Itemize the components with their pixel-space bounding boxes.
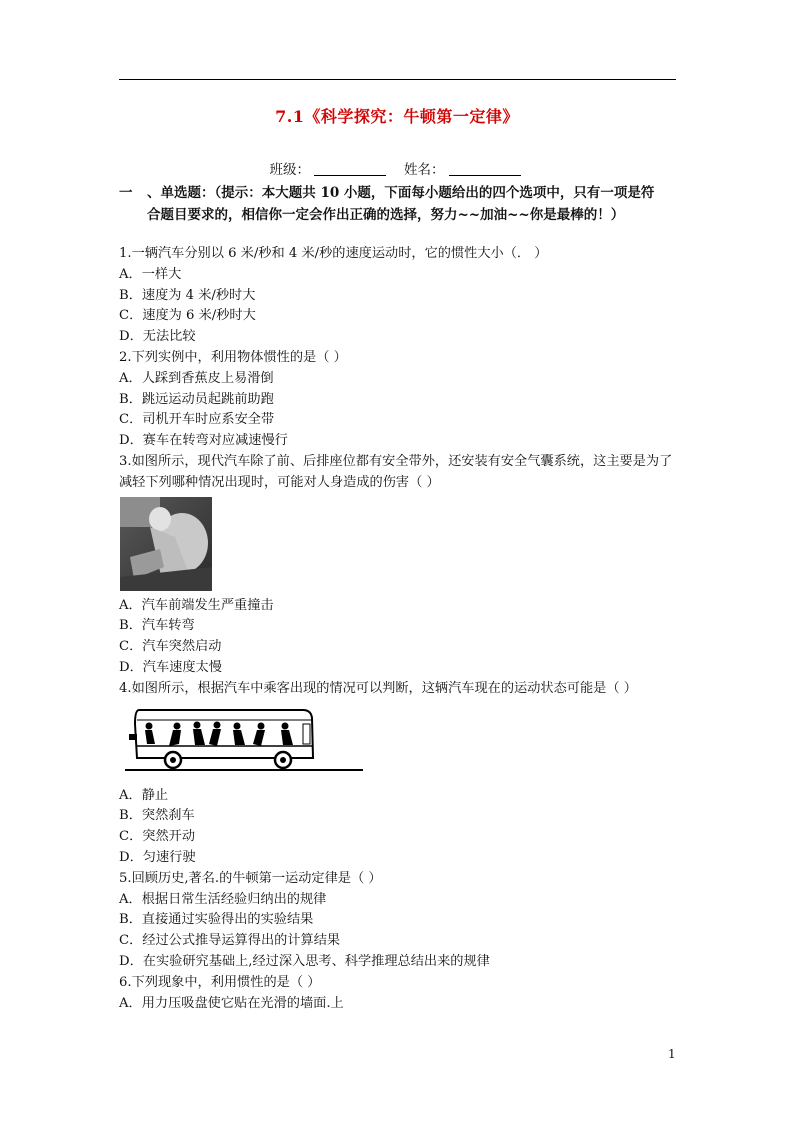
- question-6-option-a: A．用力压吸盘使它贴在光滑的墙面.上: [119, 995, 344, 1011]
- name-label: 姓名：: [404, 162, 445, 178]
- question-5-option-c: C．经过公式推导运算得出的计算结果: [119, 933, 341, 949]
- question-2-stem: 2.下列实例中，利用物体惯性的是（ ）: [119, 349, 347, 365]
- question-3-option-b: B．汽车转弯: [119, 618, 195, 634]
- question-1-option-d: D．无法比较: [119, 329, 196, 345]
- question-1-option-c: C．速度为 6 米/秒时大: [119, 308, 256, 324]
- question-3-option-a: A．汽车前端发生严重撞击: [119, 597, 274, 613]
- question-5-option-b: B．直接通过实验得出的实验结果: [119, 912, 314, 928]
- question-list: [119, 244, 681, 1014]
- question-3-option-c: C．汽车突然启动: [119, 639, 222, 655]
- question-2-option-a: A．人踩到香蕉皮上易滑倒: [119, 370, 274, 386]
- question-4-stem: 4.如图所示，根据汽车中乘客出现的情况可以判断，这辆汽车现在的运动状态可能是（ ）: [119, 680, 637, 696]
- class-label: 班级：: [269, 162, 310, 178]
- question-5-stem: 5.回顾历史,著名.的牛顿第一运动定律是（ ）: [119, 870, 382, 886]
- question-2-option-c: C．司机开车时应系安全带: [119, 412, 275, 428]
- question-2-option-d: D．赛车在转弯对应减速慢行: [119, 433, 288, 449]
- class-blank[interactable]: [314, 161, 386, 176]
- section-number: 一: [119, 185, 133, 201]
- page-title: 7.1《科学探究：牛顿第一定律》: [275, 107, 519, 126]
- question-4-option-b: B．突然刹车: [119, 808, 195, 824]
- question-3-option-d: D．汽车速度太慢: [119, 659, 222, 675]
- airbag-photo: [120, 497, 212, 591]
- question-1-option-b: B．速度为 4 米/秒时大: [119, 287, 256, 303]
- bus-passengers-figure: [125, 706, 365, 776]
- question-1-option-a: A．一样大: [119, 266, 182, 282]
- question-6-stem: 6.下列现象中，利用惯性的是（ ）: [119, 974, 321, 990]
- section-instructions-line1: 、单选题：（提示：本大题共 10 小题，下面每小题给出的四个选项中，只有一项是符: [147, 185, 655, 201]
- question-3-stem: 3.如图所示，现代汽车除了前、后排座位都有安全带外，还安装有安全气囊系统，这主要是为了减轻下列哪种情况出现时，可能对人身造成的伤害（ ）: [119, 453, 673, 490]
- header-rule: [119, 79, 676, 80]
- question-1-stem: 1.一辆汽车分别以 6 米/秒和 4 米/秒的速度运动时，它的惯性大小（． ）: [119, 246, 548, 261]
- question-5-option-a: A．根据日常生活经验归纳出的规律: [119, 891, 327, 907]
- page-number: 1: [668, 1047, 676, 1061]
- question-4-option-c: C．突然开动: [119, 829, 196, 845]
- section-instructions-line2: 合题目要求的，相信你一定会作出正确的选择，努力~~加油~~你是最棒的！）: [147, 207, 625, 223]
- question-4-option-d: D．匀速行驶: [119, 849, 196, 865]
- name-blank[interactable]: [449, 161, 521, 176]
- question-2-option-b: B．跳远运动员起跳前助跑: [119, 391, 274, 407]
- question-4-option-a: A．静止: [119, 787, 169, 803]
- question-5-option-d: D．在实验研究基础上,经过深入思考、科学推理总结出来的规律: [119, 953, 490, 969]
- section-heading: [119, 182, 679, 226]
- student-info-fields: [0, 158, 794, 178]
